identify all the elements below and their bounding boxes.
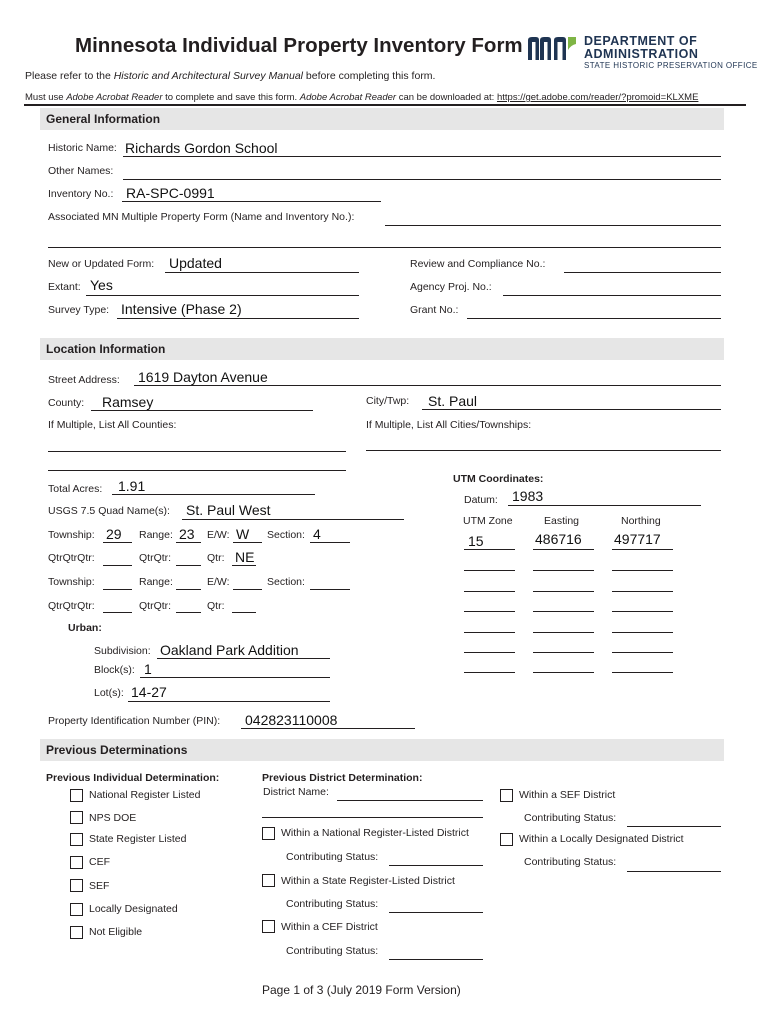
urban-label: Urban: — [68, 622, 102, 634]
local-contributing-label: Contributing Status: — [524, 856, 617, 868]
survey-type-label: Survey Type: — [48, 304, 110, 316]
inventory-field[interactable] — [122, 201, 381, 202]
subdivision-label: Subdivision: — [94, 645, 151, 657]
easting-value[interactable]: 486716 — [535, 531, 582, 547]
city-label: City/Twp: — [366, 395, 410, 407]
agency-field[interactable] — [503, 295, 721, 296]
extant-value[interactable]: Yes — [90, 277, 113, 293]
pin-label: Property Identification Number (PIN): — [48, 715, 221, 727]
northing-value[interactable]: 497717 — [614, 531, 661, 547]
range-label-2: Range: — [139, 576, 173, 588]
utm-zone-field-2[interactable] — [464, 570, 515, 571]
mn-logo — [527, 36, 577, 62]
option-not-eligible: Not Eligible — [89, 926, 143, 938]
northing-field-3[interactable] — [612, 591, 673, 592]
northing-field-7[interactable] — [612, 672, 673, 673]
sr-contributing-label: Contributing Status: — [286, 898, 379, 910]
q-label: Qtr: — [207, 552, 225, 564]
quad-label: USGS 7.5 Quad Name(s): — [48, 505, 170, 517]
section-label: Section: — [267, 529, 305, 541]
qtr-value[interactable]: NE — [235, 549, 255, 565]
street-field[interactable] — [134, 385, 721, 386]
within-cef-label: Within a CEF District — [281, 921, 378, 933]
easting-field[interactable] — [533, 549, 594, 550]
township-label: Township: — [48, 529, 95, 541]
historic-name-field[interactable] — [123, 156, 721, 157]
nr-contributing-field[interactable] — [389, 865, 483, 866]
checkbox-national-register[interactable] — [70, 789, 83, 802]
ew-field[interactable] — [233, 542, 262, 543]
street-value[interactable]: 1619 Dayton Avenue — [138, 369, 268, 385]
other-names-label: Other Names: — [48, 165, 114, 177]
checkbox-locally-designated[interactable] — [70, 903, 83, 916]
quad-field[interactable] — [182, 519, 404, 520]
easting-field-6[interactable] — [533, 652, 594, 653]
utm-zone-label: UTM Zone — [463, 515, 513, 527]
range-field[interactable] — [176, 542, 201, 543]
mpf-field[interactable] — [385, 225, 721, 226]
option-nps-doe: NPS DOE — [89, 812, 137, 824]
city-field[interactable] — [422, 409, 721, 410]
option-state-register: State Register Listed — [89, 833, 187, 845]
extant-field[interactable] — [86, 295, 359, 296]
new-updated-label: New or Updated Form: — [48, 258, 155, 270]
sef-contributing-label: Contributing Status: — [524, 812, 617, 824]
intro-text — [25, 70, 435, 82]
datum-label: Datum: — [464, 494, 498, 506]
within-sef-label: Within a SEF District — [519, 789, 616, 801]
ew-value[interactable]: W — [236, 526, 250, 542]
acrobat-note — [25, 92, 698, 103]
district-name-field[interactable] — [337, 800, 483, 801]
qqq-label: QtrQtrQtr: — [48, 552, 95, 564]
utm-zone-field-4[interactable] — [464, 611, 515, 612]
township-label-2: Township: — [48, 576, 95, 588]
lots-label: Lot(s): — [94, 687, 124, 699]
grant-field[interactable] — [467, 318, 721, 319]
option-national-register: National Register Listed — [89, 789, 201, 801]
form-title: Minnesota Individual Property Inventory Form — [75, 34, 523, 57]
easting-field-7[interactable] — [533, 672, 594, 673]
survey-type-field[interactable] — [117, 318, 359, 319]
mult-cities-field[interactable] — [366, 450, 721, 451]
extant-label: Extant: — [48, 281, 81, 293]
lots-field[interactable] — [128, 701, 330, 702]
township-value[interactable]: 29 — [106, 526, 122, 542]
sef-contributing-field[interactable] — [627, 826, 721, 827]
acres-field[interactable] — [112, 494, 315, 495]
range-value[interactable]: 23 — [179, 526, 195, 542]
northing-field-4[interactable] — [612, 611, 673, 612]
township-field-2[interactable] — [103, 589, 132, 590]
mult-counties-field-2[interactable] — [48, 470, 346, 471]
qqq-field[interactable] — [103, 565, 132, 566]
section-field[interactable] — [310, 542, 350, 543]
datum-field[interactable] — [508, 505, 701, 506]
option-sef: SEF — [89, 880, 110, 892]
header-rule — [24, 104, 746, 106]
district-name-label: District Name: — [263, 786, 329, 798]
acrobat-5: can be downloaded at: — [396, 92, 497, 103]
checkbox-within-sef[interactable] — [500, 789, 513, 802]
intro-manual: Historic and Architectural Survey Manual — [113, 70, 303, 82]
historic-name-value[interactable]: Richards Gordon School — [125, 140, 278, 156]
utm-zone-field-5[interactable] — [464, 632, 515, 633]
mpf-field-2[interactable] — [48, 247, 721, 248]
inventory-label: Inventory No.: — [48, 188, 114, 200]
checkbox-nps-doe[interactable] — [70, 811, 83, 824]
agency-label: Agency Proj. No.: — [410, 281, 492, 293]
qq-label: QtrQtr: — [139, 552, 172, 564]
city-value[interactable]: St. Paul — [428, 393, 478, 409]
district-heading: Previous District Determination: — [262, 772, 423, 784]
checkbox-within-nr[interactable] — [262, 827, 275, 840]
mult-counties-field[interactable] — [48, 451, 346, 452]
northing-label: Northing — [621, 515, 661, 527]
northing-field[interactable] — [612, 549, 673, 550]
local-contributing-field[interactable] — [627, 871, 721, 872]
mult-cities-label: If Multiple, List All Cities/Townships: — [366, 419, 532, 431]
page-footer: Page 1 of 3 (July 2019 Form Version) — [262, 983, 461, 997]
mpf-label: Associated MN Multiple Property Form (Name and Inventory No.): — [48, 211, 355, 223]
intro-prefix: Please refer to the — [25, 70, 114, 82]
option-locally-designated: Locally Designated — [89, 903, 178, 915]
checkbox-state-register[interactable] — [70, 833, 83, 846]
easting-label: Easting — [544, 515, 580, 527]
option-cef: CEF — [89, 856, 110, 868]
utm-heading: UTM Coordinates: — [453, 473, 544, 485]
northing-field-6[interactable] — [612, 652, 673, 653]
review-label: Review and Compliance No.: — [410, 258, 546, 270]
q-label-2: Qtr: — [207, 600, 225, 612]
intro-suffix: before completing this form. — [303, 70, 436, 82]
subdivision-value[interactable]: Oakland Park Addition — [160, 642, 299, 658]
county-label: County: — [48, 397, 85, 409]
general-section-band — [40, 108, 724, 130]
general-heading: General Information — [46, 112, 161, 126]
checkbox-within-local[interactable] — [500, 833, 513, 846]
qqq-field-2[interactable] — [103, 612, 132, 613]
within-nr-label: Within a National Register-Listed District — [281, 827, 469, 839]
acres-label: Total Acres: — [48, 483, 103, 495]
blocks-field[interactable] — [140, 677, 330, 678]
county-value[interactable]: Ramsey — [102, 394, 154, 410]
subdivision-field[interactable] — [157, 658, 330, 659]
qtr-field[interactable] — [232, 565, 256, 566]
quad-value[interactable]: St. Paul West — [186, 502, 271, 518]
easting-field-4[interactable] — [533, 611, 594, 612]
ew-label-2: E/W: — [207, 576, 230, 588]
previous-heading: Previous Determinations — [46, 743, 188, 757]
utm-zone-field-7[interactable] — [464, 672, 515, 673]
acrobat-link[interactable]: https://get.adobe.com/reader/?promoid=KLXME — [496, 92, 699, 103]
ew-label: E/W: — [207, 529, 230, 541]
location-heading: Location Information — [46, 342, 166, 356]
county-field[interactable] — [91, 410, 313, 411]
logo-dept: DEPARTMENT OF — [584, 34, 698, 48]
range-label: Range: — [139, 529, 173, 541]
section-label-2: Section: — [267, 576, 305, 588]
street-label: Street Address: — [48, 374, 120, 386]
easting-field-2[interactable] — [533, 570, 594, 571]
lots-value[interactable]: 14-27 — [131, 684, 167, 700]
checkbox-not-eligible[interactable] — [70, 926, 83, 939]
township-field[interactable] — [103, 542, 132, 543]
acrobat-2: Adobe Acrobat Reader — [66, 92, 163, 103]
qqq-label-2: QtrQtrQtr: — [48, 600, 95, 612]
other-names-field[interactable] — [123, 179, 721, 180]
easting-field-5[interactable] — [533, 632, 594, 633]
utm-zone-field[interactable] — [464, 549, 515, 550]
new-updated-field[interactable] — [165, 272, 359, 273]
northing-field-5[interactable] — [612, 632, 673, 633]
section-value[interactable]: 4 — [313, 526, 321, 542]
sr-contributing-field[interactable] — [389, 912, 483, 913]
acrobat-3: to complete and save this form. — [162, 92, 300, 103]
logo-shpo: STATE HISTORIC PRESERVATION OFFICE — [584, 61, 758, 70]
checkbox-within-sr[interactable] — [262, 874, 275, 887]
checkbox-within-cef[interactable] — [262, 920, 275, 933]
acrobat-4: Adobe Acrobat Reader — [299, 92, 397, 103]
within-local-label: Within a Locally Designated District — [519, 833, 684, 845]
cef-contributing-label: Contributing Status: — [286, 945, 379, 957]
grant-label: Grant No.: — [410, 304, 459, 316]
datum-value[interactable]: 1983 — [512, 488, 544, 504]
qq-label-2: QtrQtr: — [139, 600, 172, 612]
blocks-label: Block(s): — [94, 664, 135, 676]
previous-section-band — [40, 739, 724, 761]
utm-zone-field-3[interactable] — [464, 591, 515, 592]
utm-zone-value[interactable]: 15 — [468, 533, 484, 549]
logo-admin: ADMINISTRATION — [584, 47, 699, 61]
mn-logo-icon — [527, 36, 577, 62]
easting-field-3[interactable] — [533, 591, 594, 592]
range-field-2[interactable] — [176, 589, 201, 590]
individual-heading: Previous Individual Determination: — [46, 772, 220, 784]
pin-field[interactable] — [241, 728, 415, 729]
location-section-band — [40, 338, 724, 360]
cef-contributing-field[interactable] — [389, 959, 483, 960]
acrobat-1: Must use — [25, 92, 67, 103]
checkbox-cef[interactable] — [70, 856, 83, 869]
inventory-value[interactable]: RA-SPC-0991 — [126, 185, 215, 201]
district-name-field-2[interactable] — [262, 817, 483, 818]
within-sr-label: Within a State Register-Listed District — [281, 875, 455, 887]
acres-value[interactable]: 1.91 — [118, 478, 146, 494]
utm-zone-field-6[interactable] — [464, 652, 515, 653]
blocks-value[interactable]: 1 — [144, 661, 152, 677]
review-field[interactable] — [564, 272, 721, 273]
qq-field-2[interactable] — [176, 612, 201, 613]
historic-name-label: Historic Name: — [48, 142, 117, 154]
northing-field-2[interactable] — [612, 570, 673, 571]
checkbox-sef[interactable] — [70, 879, 83, 892]
qtr-field-2[interactable] — [232, 612, 256, 613]
nr-contributing-label: Contributing Status: — [286, 851, 379, 863]
section-field-2[interactable] — [310, 589, 350, 590]
pin-value[interactable]: 042823110008 — [245, 712, 338, 728]
survey-type-value[interactable]: Intensive (Phase 2) — [121, 301, 242, 317]
mult-counties-label: If Multiple, List All Counties: — [48, 419, 177, 431]
new-updated-value[interactable]: Updated — [169, 255, 222, 271]
qq-field[interactable] — [176, 565, 201, 566]
ew-field-2[interactable] — [233, 589, 262, 590]
